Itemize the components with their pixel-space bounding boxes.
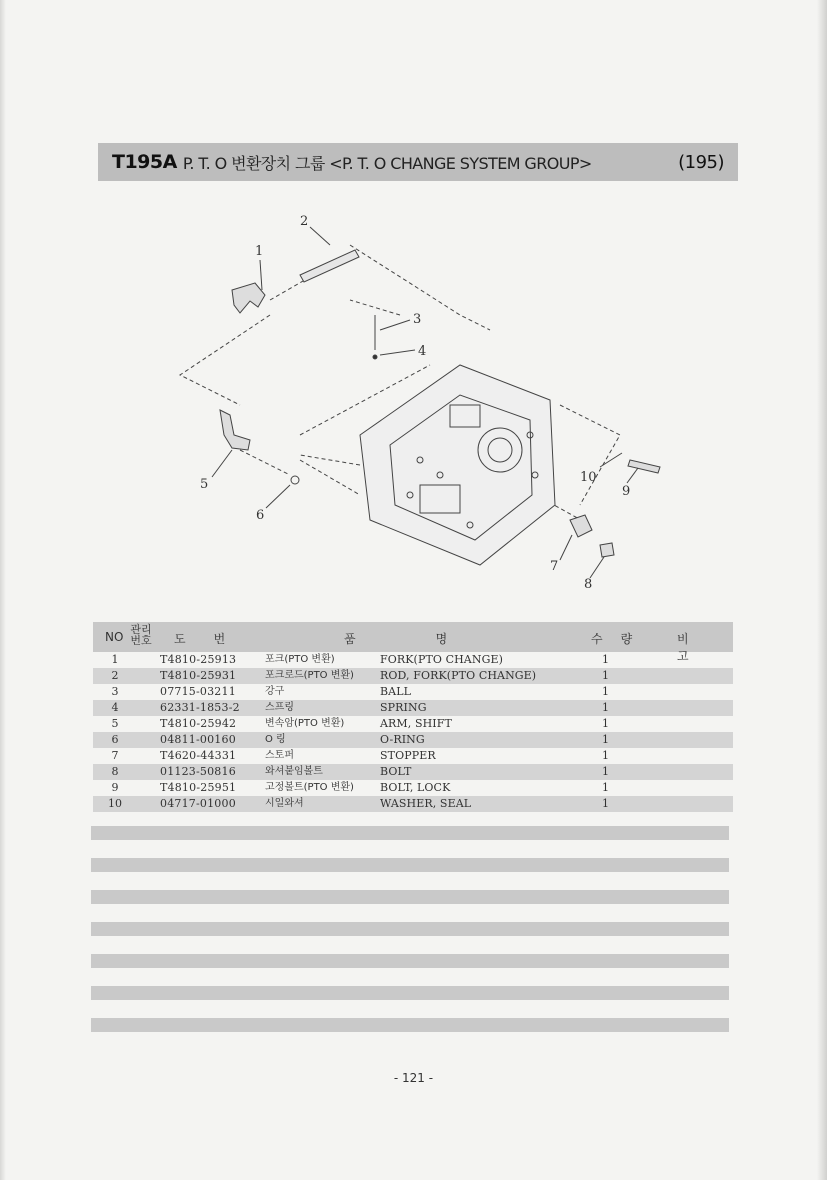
table-row: [93, 684, 733, 700]
part-shift-arm: [220, 410, 250, 450]
part-o-ring: [291, 476, 299, 484]
row-name-kr: 강구: [265, 686, 285, 697]
row-name-kr: 스프링: [265, 702, 294, 713]
row-name-en: BOLT, LOCK: [380, 781, 451, 794]
diagram-svg: [160, 205, 680, 605]
header-no: NO: [105, 630, 124, 644]
row-name-en: BALL: [380, 685, 412, 698]
row-name-en: WASHER, SEAL: [380, 797, 472, 810]
row-name-en: BOLT: [380, 765, 412, 778]
page-number: - 121 -: [393, 1071, 434, 1085]
row-qty: 1: [602, 781, 609, 794]
header-remark: 비고: [677, 632, 707, 663]
row-no: 8: [111, 765, 119, 778]
table-row: [93, 652, 733, 668]
page-edge-right: [817, 0, 827, 1180]
row-name-kr: 포크로드(PTO 변환): [265, 670, 354, 681]
row-name-kr: 스토퍼: [265, 750, 294, 761]
part-spring: [373, 355, 377, 359]
row-name-en: ROD, FORK(PTO CHANGE): [380, 669, 537, 682]
blank-row-stripe: [91, 986, 729, 1000]
page-edge-left: [0, 0, 6, 1180]
header-mgmt-no: 관리 번호: [130, 623, 152, 647]
callout-9: 9: [622, 484, 631, 499]
header-qty: 수량: [591, 632, 651, 646]
part-fork-rod: [300, 250, 359, 282]
blank-row-stripe: [91, 922, 729, 936]
table-row: [93, 732, 733, 748]
row-no: 10: [108, 797, 122, 810]
row-qty: 1: [602, 653, 609, 666]
row-name-en: SPRING: [380, 701, 427, 714]
row-no: 5: [111, 717, 119, 730]
table-row: [93, 748, 733, 764]
callout-5: 5: [200, 477, 209, 492]
table-row: [93, 700, 733, 716]
row-part-no: 07715-03211: [160, 685, 236, 698]
row-no: 7: [111, 749, 119, 762]
row-part-no: 01123-50816: [160, 765, 236, 778]
row-name-en: STOPPER: [380, 749, 436, 762]
row-name-kr: O 링: [265, 734, 286, 745]
callout-1: 1: [255, 244, 264, 259]
part-stopper: [570, 515, 592, 537]
row-part-no: T4810-25913: [160, 653, 237, 666]
row-name-en: ARM, SHIFT: [380, 717, 452, 730]
row-part-no: T4810-25951: [160, 781, 237, 794]
table-row: [93, 764, 733, 780]
blank-row-stripe: [91, 890, 729, 904]
row-name-kr: 포크(PTO 변환): [265, 654, 335, 665]
part-bolt: [600, 543, 614, 557]
row-qty: 1: [602, 733, 609, 746]
row-no: 2: [111, 669, 119, 682]
row-part-no: 04717-01000: [160, 797, 236, 810]
callout-6: 6: [256, 508, 265, 523]
row-name-kr: 변속암(PTO 변환): [265, 718, 345, 729]
blank-row-stripe: [91, 826, 729, 840]
table-row: [93, 716, 733, 732]
row-name-kr: 시일와셔: [265, 798, 304, 809]
row-qty: 1: [602, 765, 609, 778]
callout-2: 2: [300, 214, 309, 229]
blank-row-stripe: [91, 1018, 729, 1032]
row-qty: 1: [602, 717, 609, 730]
group-title: P. T. O 변환장치 그룹 <P. T. O CHANGE SYSTEM GROUP>: [182, 153, 592, 173]
header-part-no: 도번: [174, 632, 254, 646]
row-no: 9: [111, 781, 119, 794]
row-name-en: FORK(PTO CHANGE): [380, 653, 503, 666]
row-qty: 1: [602, 797, 609, 810]
row-part-no: T4810-25942: [160, 717, 237, 730]
blank-row-stripe: [91, 954, 729, 968]
row-name-kr: 고정볼트(PTO 변환): [265, 782, 354, 793]
table-row: [93, 668, 733, 684]
callout-10: 10: [580, 470, 597, 485]
callout-4: 4: [418, 344, 427, 359]
transmission-housing: [360, 365, 555, 565]
callout-8: 8: [584, 577, 593, 592]
blank-row-stripe: [91, 858, 729, 872]
parts-table: [93, 622, 733, 812]
row-part-no: T4620-44331: [160, 749, 237, 762]
part-fork: [232, 283, 265, 313]
row-name-kr: 와셔붙임볼트: [265, 766, 323, 777]
table-row: [93, 796, 733, 812]
row-qty: 1: [602, 685, 609, 698]
callout-7: 7: [550, 559, 559, 574]
group-page-ref: (195): [678, 151, 724, 173]
part-lock-bolt: [628, 460, 660, 473]
row-qty: 1: [602, 669, 609, 682]
header-name: 품명: [344, 632, 528, 646]
row-part-no: T4810-25931: [160, 669, 237, 682]
row-no: 6: [111, 733, 119, 746]
row-qty: 1: [602, 701, 609, 714]
group-code: T195A: [112, 151, 177, 173]
callout-3: 3: [413, 312, 422, 327]
row-no: 1: [111, 653, 119, 666]
exploded-parts-diagram: [160, 205, 680, 605]
group-title-bar: [98, 143, 738, 181]
row-no: 3: [111, 685, 119, 698]
row-part-no: 04811-00160: [160, 733, 236, 746]
table-row: [93, 780, 733, 796]
row-no: 4: [111, 701, 119, 714]
row-qty: 1: [602, 749, 609, 762]
row-name-en: O-RING: [380, 733, 425, 746]
row-part-no: 62331-1853-2: [160, 701, 240, 714]
